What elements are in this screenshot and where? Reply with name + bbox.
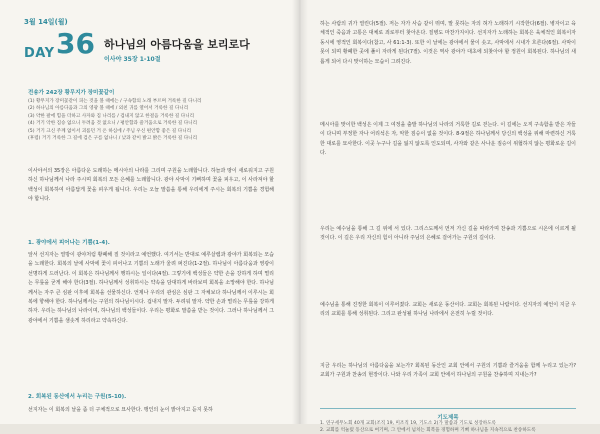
section-heading: 1. 광야에서 피어나는 기쁨(1-4). — [28, 240, 110, 246]
scripture-reference: 이사야 35장 1-10절 — [104, 56, 161, 63]
prayer-section — [320, 408, 576, 433]
hymn-verse: (3) 약한 팔에 힘을 더하고 사자와 짐 나리를 / 겁내지 않고 한걸음 거룩한 길 다니리 — [28, 113, 195, 119]
prayer-item: 1. 연구세무노회 40개 교회(조직 19, 미조직 19, 기도소 2)가 말씀과 기도로 성장하도록 — [320, 421, 497, 426]
book-gutter — [292, 0, 308, 424]
intro-paragraph: 이사야서의 35장은 아름다운 도래하는 메시아의 나라를 그리며 구원을 노래합니다. 하늘과 땅이 새로워지고 구원하신 하나님께서 나라 주시며 회복의 모든 은혜를 노래합니다. 광야 사막이 기뻐하며 꽃을 피우고, 이 사라져야 할 백성이 회복하여 아름답게 꽃을 피우게 됩니다. 우리는 오늘 말씀을 통해 우리에게 주시는 회복의 기쁨을 경험해야 합니다. — [28, 168, 274, 203]
date-label: 3월 14일(월) — [24, 18, 68, 26]
left-page — [0, 0, 300, 424]
right-paragraph: 우리는 예수님을 통해 그 길 위에 서 있다. 그리스도께서 먼저 가신 길을 따라가며 찬송과 기쁨으로 시온에 이르게 될 것이다. 이 길은 우리 자신의 힘이 아니라 주님의 은혜로 걸어가는 구원의 길이다. — [320, 226, 576, 242]
right-paragraph: 메시아를 맞이한 백성은 이제 그 여정을 출발 하나님의 나라의 거룩한 길로 걷는다. 이 길에는 오직 구속함을 받은 자들이 다니며 부정한 자나 어리석은 자, 악한 짐승이 없을 것이다. 8-9절은 하나님께서 당신의 백성을 위해 마련하신 거룩한 대로를 묘사한다. 이곳 누구나 길을 잃지 않도록 인도되며, 사자와 같은 사나운 짐승이 위협하지 않는 평화로운 길이다. — [320, 122, 576, 157]
day-label: DAY — [24, 46, 55, 61]
hymn-verse: (후렴) 거기 거룩한 그 길에 검은 구름 없나니 / 낮과 같이 밝고 밝은 거룩한 길 다니리 — [28, 136, 198, 142]
hymn-lyrics — [28, 98, 276, 142]
section-body: 앞서 선지자는 열방이 광야처럼 황폐해 질 것이라고 예언했다. 여기서는 반대로 예루살렘과 광야가 회복되는 모습을 노래한다. 회복의 날에 사막에 꽃이 피어나고 기쁨의 노래가 울려 퍼진다(1-2절). 하나님이 아름다움과 영광이 선명하게 드러난다. 이 회복은 하나님께서 행하시는 일이다(4절). 그렇기에 백성들은 약한 손을 강하게 하며 떨리는 무릎을 굳게 해야 한다(3절). 하나님께서 성취하시는 약속을 담대하게 바라보며 회복을 소망해야 한다. 하나님께서는 자주 큰 심판 이후에 회복을 선물하신다. 언제나 우리의 관심은 심판 그 자체보다 하나님께서 이루시는 회복에 향해야 한다. 하나님께서는 구원의 하나님이시다. 겁내지 말자. 두려워 말자. 약한 손과 떨리는 무릎을 강하게 하자. 우리는 하나님의 나라이며, 하나님의 백성들이다. 우리는 평화로 말씀을 받는 것이다. 그러나 하나님께서 그 광야에서 기쁨을 샘솟게 하리라고 약속하신다. — [28, 252, 274, 324]
prayer-label: 기도제목 — [437, 415, 459, 421]
hymn-verse: (5) 거기 크신 주께 없이서 괴롭던 거 온 하심에 / 주님 우신 편안함 좋은 길 다니리 — [28, 128, 192, 134]
right-paragraph: 지금 우리는 하나님의 아름다움을 보는가? 회복된 동산인 교회 안에서 구원의 기쁨과 즐거움을 함께 누리고 있는가? 교회가 구원과 찬송의 현장이다. 나와 우리 가족이 교회 안에서 하나님의 구원을 찬송하며 지내는가? — [320, 363, 576, 379]
day-number: 36 — [56, 27, 95, 60]
right-paragraph: 하는 사람의 귀가 열린다(5절). 저는 자가 사슴 같이 뛰며, 말 못하는 자의 혀가 노래하기 시작한다(6절). 병자이고 육체적인 죽음과 고통은 대체로 죄로부터 찾아온다. 질병도 마찬가지이다. 선지자가 노래하는 회복은 육체적인 회복이자 동시에 영적인 회복이다(참고, 사 61:1-3). 또한 이 날에는 광야에서 물이 솟고, 사막에서 시내가 흐른다(6절). 사막이 못이 되며 황폐한 곳에 풀이 자라게 된다(7절). 이것은 역사 광야가 대초에 되찾아야 할 정원이 회복된다. 하나님의 새롭게 되어 다시 맞이하는 모습이 그려진다. — [320, 21, 576, 65]
page-title: 하나님의 아름다움을 보리로다 — [104, 38, 250, 51]
prayer-item: 2. 교회를 억눌렀 동산으로 여기며, 그 안에서 넘치는 회복을 경험하며 기뻐 하나님을 지속적으로 찬송하도록 — [320, 428, 536, 433]
hymn-title: 전송가 242장 황무지가 장미꽃같이 — [28, 90, 115, 96]
hymn-verse: (2) 하나님의 아름다움과 그의 영광 볼 때에 / 외친 귀를 열어서 거룩한 길 다니리 — [28, 106, 189, 112]
section-body: 선지자는 이 회복의 날을 좀 더 구체적으로 묘사한다. 맹인의 눈이 밝아지고 듣지 못하 — [28, 407, 213, 413]
hymn-verse: (4) 거기 악한 짐승 없으니 두려움 것 없으니 / 평안함과 즐거움으로 거룩한 길 다니리 — [28, 121, 198, 127]
right-paragraph: 예수님을 통해 진정한 회복이 이루어졌다. 교회는 새로운 동산이다. 교회는 회복된 나람이다. 선지자의 예언이 지금 우리의 교회를 통해 성취된다. 그리고 완성될 하나님 나라에서 온전히 누릴 것이다. — [320, 302, 576, 318]
prayer-list — [320, 420, 576, 434]
section-heading: 2. 회복된 동산에서 누리는 구원(5-10). — [28, 394, 127, 400]
hymn-verse: (1) 황무지가 장미꽃같이 피는 것을 볼 때에는 / 구속함의 노래 부르며 거룩한 길 다니리 — [28, 99, 202, 104]
